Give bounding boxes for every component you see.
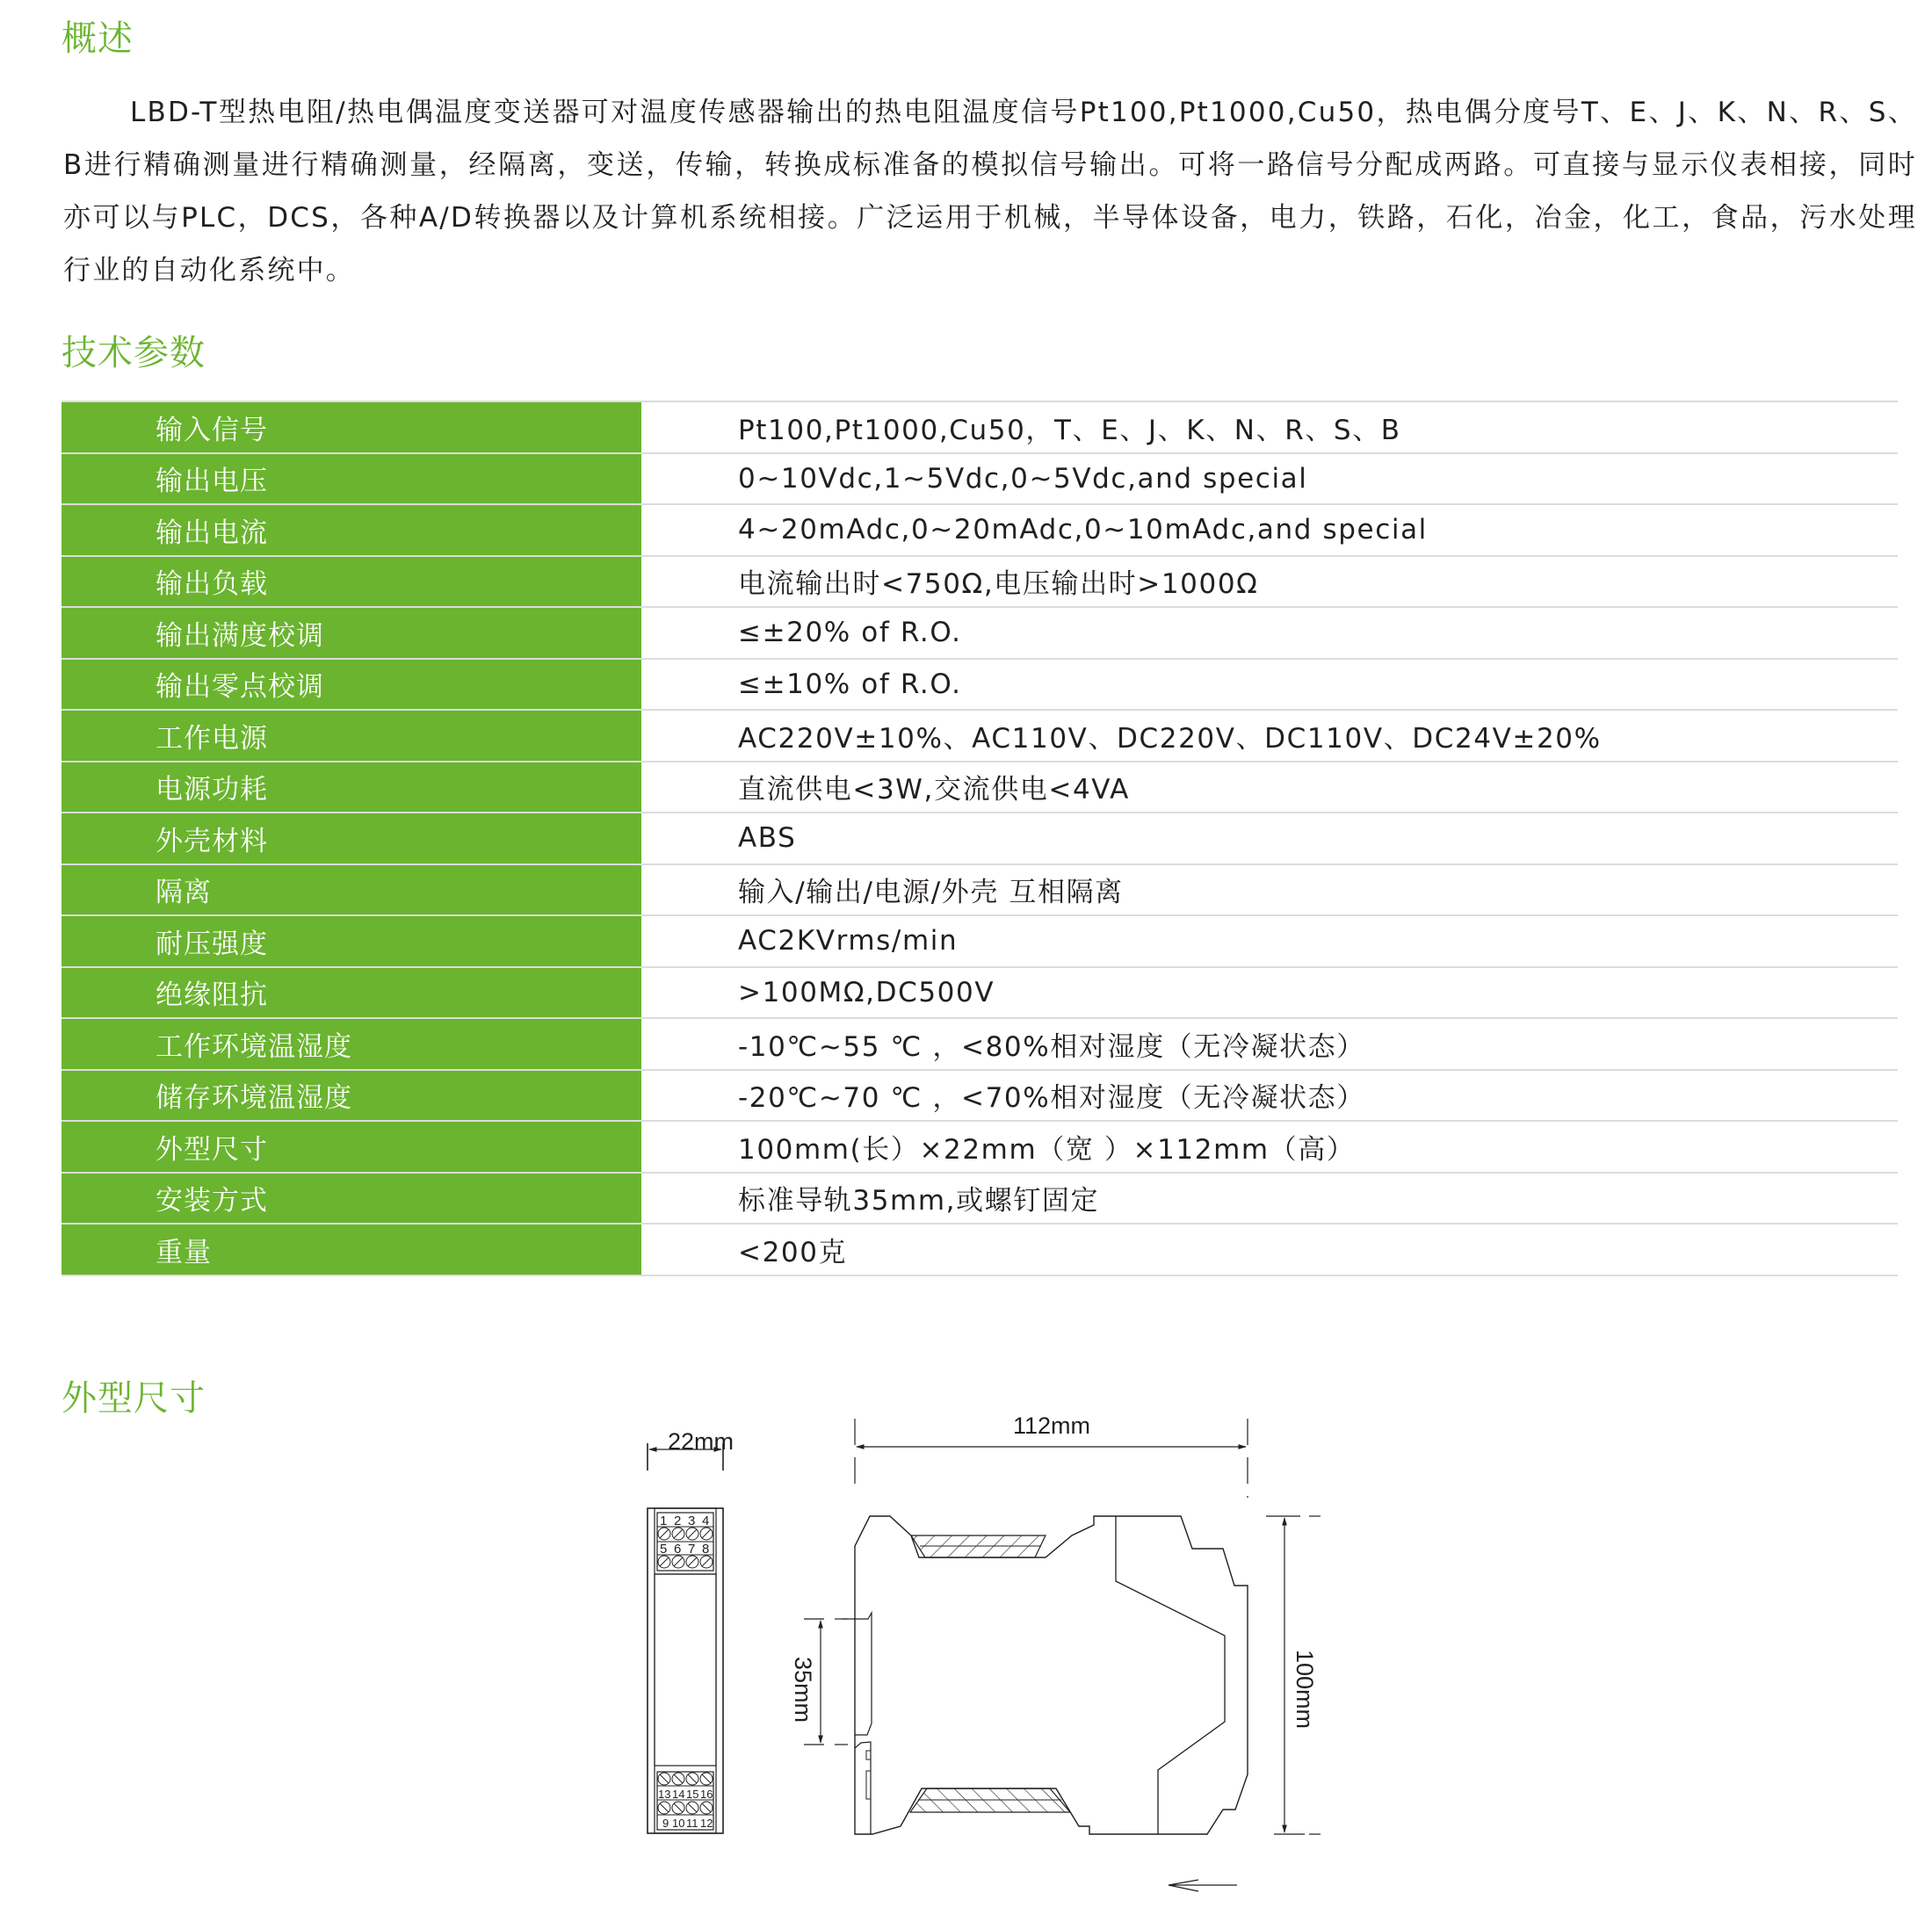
- svg-text:11: 11: [686, 1817, 698, 1830]
- svg-text:7: 7: [688, 1542, 696, 1557]
- depth-dimension-label: 112mm: [1013, 1413, 1091, 1439]
- terminal-labels: [658, 1514, 713, 1830]
- spec-label: 工作电源: [62, 710, 641, 762]
- spec-label: 输出电压: [62, 453, 641, 505]
- spec-value: Pt100,Pt1000,Cu50，T、E、J、K、N、R、S、B: [641, 401, 1898, 453]
- dimensions-title: 外型尺寸: [62, 1378, 206, 1419]
- spec-value: 4~20mAdc,0~20mAdc,0~10mAdc,and special: [641, 504, 1898, 556]
- height-dimension-label: 100mm: [1292, 1650, 1318, 1730]
- spec-value: 直流供电<3W,交流供电<4VA: [641, 762, 1898, 813]
- spec-label: 输出负载: [62, 556, 641, 608]
- spec-label: 绝缘阻抗: [62, 967, 641, 1019]
- svg-text:15: 15: [686, 1788, 699, 1801]
- svg-text:4: 4: [702, 1514, 710, 1528]
- front-view: [648, 1428, 734, 1833]
- overview-paragraph: LBD-T型热电阻/热电偶温度变送器可对温度传感器输出的热电阻温度信号Pt100,Pt1000,Cu50，热电偶分度号T、E、J、K、N、R、S、B进行精确测量进行精确测量，经隔离，变送，传输，转换成标准备的模拟信号输出。可将一路信号分配成两路。可直接与显示仪表相接，同时亦可以与PLC，DCS，各种A/D转换器以及计算机系统相接。广泛运用于机械，半导体设备，电力，铁路，石化，冶金，化工，食品，污水处理行业的自动化系统中。: [63, 97, 1917, 286]
- spec-label: 输入信号: [62, 401, 641, 453]
- spec-label: 耐压强度: [62, 915, 641, 967]
- spec-value: AC220V±10%、AC110V、DC220V、DC110V、DC24V±20%: [641, 710, 1898, 762]
- spec-value: 输入/输出/电源/外壳 互相隔离: [641, 864, 1898, 916]
- spec-label: 重量: [62, 1224, 641, 1275]
- spec-value: ≤±20% of R.O.: [641, 607, 1898, 659]
- spec-label: 储存环境温湿度: [62, 1070, 641, 1122]
- overview-title: 概述: [62, 18, 134, 59]
- spec-label: 安装方式: [62, 1173, 641, 1225]
- svg-text:6: 6: [674, 1542, 682, 1557]
- spec-value: 标准导轨35mm,或螺钉固定: [641, 1173, 1898, 1225]
- spec-value: -10℃~55 ℃ ，<80%相对湿度（无冷凝状态）: [641, 1018, 1898, 1070]
- svg-text:1: 1: [660, 1514, 668, 1528]
- svg-text:8: 8: [702, 1542, 710, 1557]
- spec-label: 输出零点校调: [62, 659, 641, 711]
- spec-label: 外型尺寸: [62, 1121, 641, 1173]
- svg-text:5: 5: [660, 1542, 668, 1557]
- svg-text:2: 2: [674, 1514, 682, 1528]
- spec-value: 电流输出时<750Ω,电压输出时>1000Ω: [641, 556, 1898, 608]
- svg-text:10: 10: [672, 1817, 685, 1830]
- specs-title: 技术参数: [62, 333, 206, 373]
- side-view: [804, 1413, 1321, 1891]
- spec-value: <200克: [641, 1224, 1898, 1275]
- svg-text:13: 13: [658, 1788, 671, 1801]
- spec-label: 输出电流: [62, 504, 641, 556]
- spec-label: 工作环境温湿度: [62, 1018, 641, 1070]
- spec-label: 输出满度校调: [62, 607, 641, 659]
- svg-text:9: 9: [662, 1817, 669, 1830]
- spec-value: 0~10Vdc,1~5Vdc,0~5Vdc,and special: [641, 453, 1898, 505]
- spec-value: ≤±10% of R.O.: [641, 659, 1898, 711]
- width-dimension-label: 22mm: [668, 1428, 734, 1455]
- spec-label: 外壳材料: [62, 813, 641, 864]
- spec-value: ABS: [641, 813, 1898, 864]
- spec-value: -20℃~70 ℃ ，<70%相对湿度（无冷凝状态）: [641, 1070, 1898, 1122]
- spec-label: 电源功耗: [62, 762, 641, 813]
- spec-value: 100mm(长）×22mm（宽 ）×112mm（高）: [641, 1121, 1898, 1173]
- svg-text:16: 16: [700, 1788, 713, 1801]
- spec-value: >100MΩ,DC500V: [641, 967, 1898, 1019]
- spec-value: AC2KVrms/min: [641, 915, 1898, 967]
- rail-dimension-label: 35mm: [790, 1657, 816, 1723]
- svg-text:14: 14: [672, 1788, 685, 1801]
- svg-text:12: 12: [700, 1817, 713, 1830]
- svg-text:3: 3: [688, 1514, 696, 1528]
- spec-label: 隔离: [62, 864, 641, 916]
